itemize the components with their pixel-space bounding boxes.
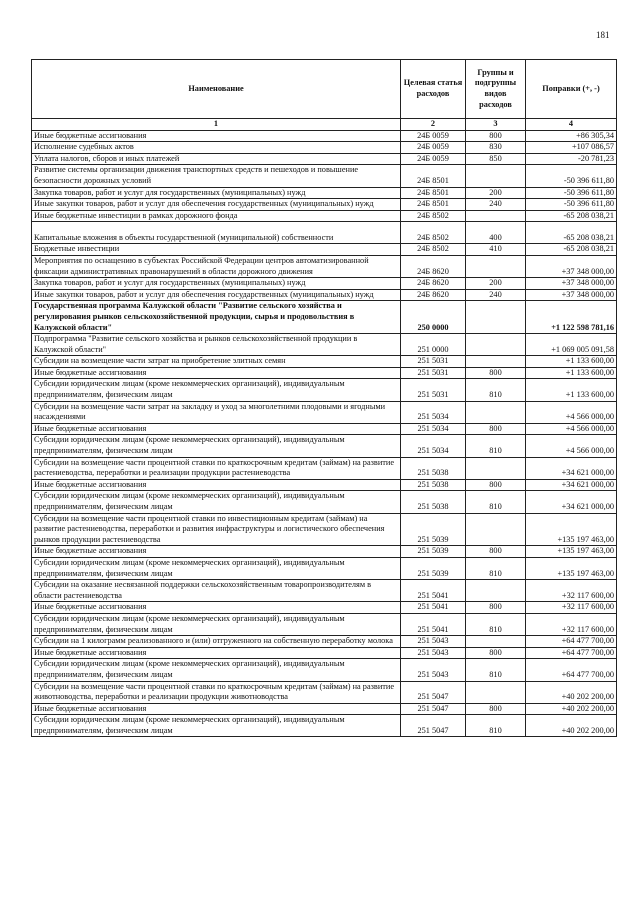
table-row <box>32 423 617 435</box>
row-code: 24Б 8501 <box>401 165 466 187</box>
row-code: 251 5039 <box>401 513 466 546</box>
table-row <box>32 278 617 290</box>
row-group <box>466 165 526 187</box>
row-group: 410 <box>466 244 526 256</box>
table-body <box>32 130 617 737</box>
row-amount: +1 122 598 781,16 <box>526 301 617 334</box>
row-group <box>466 356 526 368</box>
row-amount: +40 202 200,00 <box>526 681 617 703</box>
row-name: Иные бюджетные ассигнования <box>32 367 401 379</box>
row-name: Субсидии юридическим лицам (кроме некоммерческих организаций), индивидуальным предпринимателям, физическим лицам <box>32 659 401 681</box>
row-name: Субсидии на возмещение части процентной ставки по краткосрочным кредитам (займам) на развитие животноводства, переработки и реализации продукции животноводства <box>32 681 401 703</box>
row-group: 810 <box>466 659 526 681</box>
row-amount: +135 197 463,00 <box>526 546 617 558</box>
row-name: Субсидии юридическим лицам (кроме некоммерческих организаций), индивидуальным предпринимателям, физическим лицам <box>32 715 401 737</box>
row-name: Субсидии юридическим лицам (кроме некоммерческих организаций), индивидуальным предпринимателям, физическим лицам <box>32 613 401 635</box>
row-amount: +34 621 000,00 <box>526 479 617 491</box>
row-code: 24Б 8620 <box>401 278 466 290</box>
row-code: 24Б 8502 <box>401 210 466 222</box>
row-name: Субсидии на возмещение части затрат на приобретение элитных семян <box>32 356 401 368</box>
row-name: Субсидии юридическим лицам (кроме некоммерческих организаций), индивидуальным предпринимателям, физическим лицам <box>32 435 401 457</box>
row-code: 251 5047 <box>401 715 466 737</box>
row-group: 800 <box>466 546 526 558</box>
row-amount: -65 208 038,21 <box>526 244 617 256</box>
row-name: Бюджетные инвестиции <box>32 244 401 256</box>
table-row <box>32 457 617 479</box>
row-group <box>466 301 526 334</box>
row-group: 810 <box>466 435 526 457</box>
table-row <box>32 659 617 681</box>
row-name: Государственная программа Калужской области "Развитие сельского хозяйства и регулирования рынков сельскохозяйственной продукции, сырья и продовольствия в Калужской области" <box>32 301 401 334</box>
row-name: Закупка товаров, работ и услуг для государственных (муниципальных) нужд <box>32 278 401 290</box>
row-group: 800 <box>466 367 526 379</box>
table-row <box>32 715 617 737</box>
row-name: Субсидии на возмещение части затрат на закладку и уход за многолетними плодовыми и ягодными насаждениями <box>32 401 401 423</box>
row-group: 240 <box>466 289 526 301</box>
row-name: Иные закупки товаров, работ и услуг для обеспечения государственных (муниципальных) нужд <box>32 199 401 211</box>
table-row <box>32 546 617 558</box>
table-row <box>32 301 617 334</box>
row-code: 24Б 8502 <box>401 222 466 244</box>
row-group: 800 <box>466 703 526 715</box>
row-code: 251 5041 <box>401 580 466 602</box>
row-group: 810 <box>466 715 526 737</box>
row-code: 251 5034 <box>401 423 466 435</box>
row-code: 251 5041 <box>401 602 466 614</box>
row-amount: -20 781,23 <box>526 153 617 165</box>
row-group: 200 <box>466 187 526 199</box>
table-row <box>32 210 617 222</box>
table-row <box>32 580 617 602</box>
table-row <box>32 479 617 491</box>
header-group: Группы и подгруппы видов расходов <box>466 60 526 119</box>
budget-table <box>31 59 617 737</box>
row-name: Иные бюджетные инвестиции в рамках дорожного фонда <box>32 210 401 222</box>
row-code: 24Б 8620 <box>401 289 466 301</box>
table-row <box>32 356 617 368</box>
row-amount: +32 117 600,00 <box>526 602 617 614</box>
row-code: 24Б 0059 <box>401 130 466 142</box>
table-row <box>32 153 617 165</box>
row-group <box>466 334 526 356</box>
row-group: 850 <box>466 153 526 165</box>
row-amount: +40 202 200,00 <box>526 703 617 715</box>
row-group <box>466 513 526 546</box>
row-group <box>466 210 526 222</box>
row-group: 240 <box>466 199 526 211</box>
table-row <box>32 401 617 423</box>
table-row <box>32 289 617 301</box>
table-row <box>32 379 617 401</box>
header-code: Целевая статья расходов <box>401 60 466 119</box>
table-row <box>32 435 617 457</box>
table-row <box>32 222 617 244</box>
table-row <box>32 636 617 648</box>
row-name: Иные бюджетные ассигнования <box>32 546 401 558</box>
row-code: 251 5038 <box>401 491 466 513</box>
row-amount: +34 621 000,00 <box>526 491 617 513</box>
row-amount: +4 566 000,00 <box>526 401 617 423</box>
row-amount: +1 133 600,00 <box>526 356 617 368</box>
table-row <box>32 557 617 579</box>
table-row <box>32 647 617 659</box>
table-row <box>32 187 617 199</box>
row-code: 24Б 0059 <box>401 142 466 154</box>
row-group: 810 <box>466 557 526 579</box>
row-group: 800 <box>466 479 526 491</box>
row-code: 251 5043 <box>401 659 466 681</box>
row-group: 800 <box>466 647 526 659</box>
row-amount: +1 133 600,00 <box>526 367 617 379</box>
row-code: 251 5039 <box>401 546 466 558</box>
row-name: Уплата налогов, сборов и иных платежей <box>32 153 401 165</box>
row-name: Иные бюджетные ассигнования <box>32 130 401 142</box>
row-name: Капитальные вложения в объекты государственной (муниципальной) собственности <box>32 222 401 244</box>
row-amount: -50 396 611,80 <box>526 199 617 211</box>
table-row <box>32 334 617 356</box>
row-group: 830 <box>466 142 526 154</box>
row-group: 200 <box>466 278 526 290</box>
row-code: 24Б 0059 <box>401 153 466 165</box>
row-amount: +37 348 000,00 <box>526 255 617 277</box>
row-amount: +4 566 000,00 <box>526 435 617 457</box>
table-row <box>32 142 617 154</box>
table-row <box>32 244 617 256</box>
page-number: 181 <box>596 30 610 40</box>
header-number-2: 2 <box>401 119 466 131</box>
row-amount: +64 477 700,00 <box>526 647 617 659</box>
row-group: 800 <box>466 423 526 435</box>
row-name: Иные бюджетные ассигнования <box>32 602 401 614</box>
table-row <box>32 513 617 546</box>
row-amount: -50 396 611,80 <box>526 165 617 187</box>
row-amount: +1 133 600,00 <box>526 379 617 401</box>
budget-table-wrapper <box>31 59 616 737</box>
row-code: 251 5041 <box>401 613 466 635</box>
row-amount: +37 348 000,00 <box>526 289 617 301</box>
row-code: 24Б 8620 <box>401 255 466 277</box>
table-row <box>32 367 617 379</box>
row-code: 251 5038 <box>401 479 466 491</box>
row-amount: -65 208 038,21 <box>526 210 617 222</box>
row-name: Субсидии на 1 килограмм реализованного и (или) отгруженного на собственную переработку молока <box>32 636 401 648</box>
row-amount: +32 117 600,00 <box>526 580 617 602</box>
table-row <box>32 681 617 703</box>
row-amount: +135 197 463,00 <box>526 557 617 579</box>
row-name: Иные закупки товаров, работ и услуг для обеспечения государственных (муниципальных) нужд <box>32 289 401 301</box>
row-name: Иные бюджетные ассигнования <box>32 423 401 435</box>
row-group <box>466 457 526 479</box>
row-name: Подпрограмма "Развитие сельского хозяйства и рынков сельскохозяйственной продукции в Калужской области" <box>32 334 401 356</box>
table-row <box>32 613 617 635</box>
row-name: Исполнение судебных актов <box>32 142 401 154</box>
row-name: Субсидии юридическим лицам (кроме некоммерческих организаций), индивидуальным предпринимателям, физическим лицам <box>32 557 401 579</box>
row-amount: +4 566 000,00 <box>526 423 617 435</box>
row-group: 810 <box>466 613 526 635</box>
row-group: 800 <box>466 602 526 614</box>
row-group <box>466 681 526 703</box>
row-amount: -65 208 038,21 <box>526 222 617 244</box>
row-name: Развитие системы организации движения транспортных средств и пешеходов и повышение безопасности дорожных условий <box>32 165 401 187</box>
row-amount: +1 069 005 091,58 <box>526 334 617 356</box>
row-group <box>466 255 526 277</box>
row-group <box>466 401 526 423</box>
row-code: 251 0000 <box>401 334 466 356</box>
row-name: Субсидии на возмещение части процентной ставки по инвестиционным кредитам (займам) на развитие растениеводства, переработки и развития инфраструктуры и логистического обеспечения рынков продукции растениеводства <box>32 513 401 546</box>
row-code: 251 5043 <box>401 647 466 659</box>
row-code: 251 5031 <box>401 356 466 368</box>
row-amount: +135 197 463,00 <box>526 513 617 546</box>
row-amount: +107 086,57 <box>526 142 617 154</box>
row-code: 251 5034 <box>401 435 466 457</box>
row-name: Субсидии юридическим лицам (кроме некоммерческих организаций), индивидуальным предпринимателям, физическим лицам <box>32 491 401 513</box>
row-amount: +37 348 000,00 <box>526 278 617 290</box>
row-code: 251 5047 <box>401 703 466 715</box>
row-code: 251 5034 <box>401 401 466 423</box>
table-row <box>32 255 617 277</box>
row-amount: +40 202 200,00 <box>526 715 617 737</box>
row-amount: +64 477 700,00 <box>526 636 617 648</box>
row-code: 250 0000 <box>401 301 466 334</box>
table-row <box>32 165 617 187</box>
row-group: 400 <box>466 222 526 244</box>
row-group: 800 <box>466 130 526 142</box>
row-amount: -50 396 611,80 <box>526 187 617 199</box>
row-group: 810 <box>466 379 526 401</box>
header-number-1: 1 <box>32 119 401 131</box>
row-code: 251 5038 <box>401 457 466 479</box>
header-number-4: 4 <box>526 119 617 131</box>
table-row <box>32 491 617 513</box>
row-code: 251 5043 <box>401 636 466 648</box>
header-number-3: 3 <box>466 119 526 131</box>
row-name: Субсидии на возмещение части процентной ставки по краткосрочным кредитам (займам) на развитие растениеводства, переработки и реализации продукции растениеводства <box>32 457 401 479</box>
table-row <box>32 130 617 142</box>
row-code: 24Б 8501 <box>401 199 466 211</box>
table-row <box>32 703 617 715</box>
row-name: Иные бюджетные ассигнования <box>32 479 401 491</box>
row-code: 251 5031 <box>401 379 466 401</box>
header-name: Наименование <box>32 60 401 119</box>
table-row <box>32 602 617 614</box>
row-group: 810 <box>466 491 526 513</box>
row-code: 251 5031 <box>401 367 466 379</box>
row-group <box>466 636 526 648</box>
row-name: Субсидии юридическим лицам (кроме некоммерческих организаций), индивидуальным предпринимателям, физическим лицам <box>32 379 401 401</box>
row-amount: +32 117 600,00 <box>526 613 617 635</box>
row-code: 24Б 8502 <box>401 244 466 256</box>
table-row <box>32 199 617 211</box>
row-name: Субсидии на оказание несвязанной поддержки сельскохозяйственным товаропроизводителям в области растениеводства <box>32 580 401 602</box>
row-amount: +64 477 700,00 <box>526 659 617 681</box>
row-name: Иные бюджетные ассигнования <box>32 647 401 659</box>
row-code: 251 5039 <box>401 557 466 579</box>
row-amount: +34 621 000,00 <box>526 457 617 479</box>
row-code: 24Б 8501 <box>401 187 466 199</box>
row-amount: +86 305,34 <box>526 130 617 142</box>
table-header <box>32 60 617 131</box>
row-code: 251 5047 <box>401 681 466 703</box>
row-name: Иные бюджетные ассигнования <box>32 703 401 715</box>
row-name: Мероприятия по оснащению в субъектах Российской Федерации центров автоматизированной фиксации административных правонарушений в области дорожного движения <box>32 255 401 277</box>
row-group <box>466 580 526 602</box>
header-amount: Поправки (+, -) <box>526 60 617 119</box>
row-name: Закупка товаров, работ и услуг для государственных (муниципальных) нужд <box>32 187 401 199</box>
